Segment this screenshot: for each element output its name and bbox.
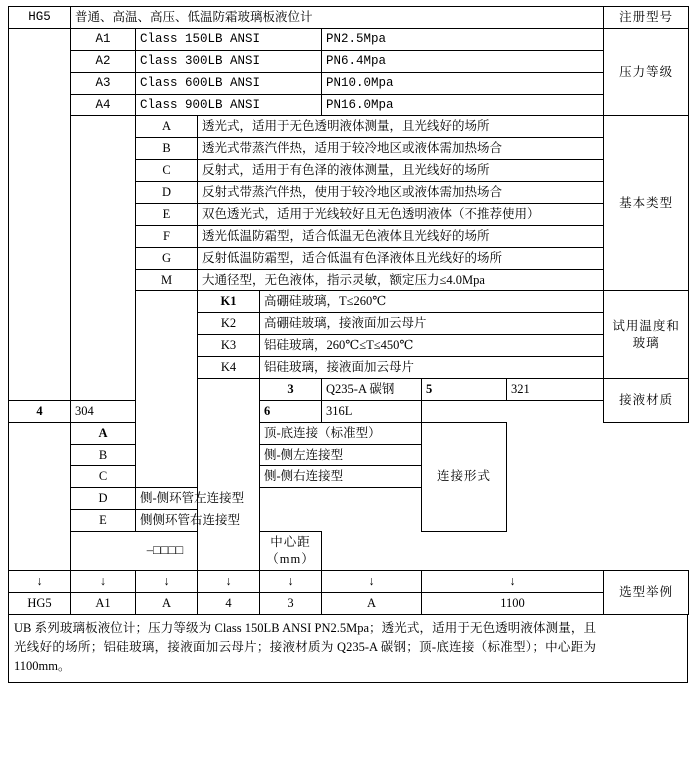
type-code: A [136,116,198,138]
connection-desc: 顶-底连接（标准型） [260,422,422,444]
example-type: A [136,592,198,614]
table-row-connection-5 [9,510,689,532]
type-code: F [136,225,198,247]
glass-desc: 铝硅玻璃，接液面加云母片 [260,357,604,379]
table-row-pressure-2 [9,50,689,72]
glass-desc: 高硼硅玻璃，接液面加云母片 [260,313,604,335]
material-name-2: 321 [507,378,604,400]
pressure-value: PN6.4Mpa [322,50,604,72]
table-row-center-distance [9,532,689,571]
type-code: B [136,138,198,160]
type-desc: 反射式，适用于有色泽的液体测量，且光线好的场所 [198,160,604,182]
pressure-code: A4 [71,94,136,116]
empty-left-col [9,28,71,400]
glass-code: K3 [198,335,260,357]
arrow-cell-7: ↓ [422,570,604,592]
table-row-connection-4 [9,488,689,510]
type-desc: 透光式带蒸汽伴热，适用于较冷地区或液体需加热场合 [198,138,604,160]
material-code-1: 3 [260,378,322,400]
glass-code: K2 [198,313,260,335]
example-pressure: A1 [71,592,136,614]
spec-sheet [0,6,697,762]
empty-col-2 [71,116,136,400]
example-code: HG5 [9,592,71,614]
glass-code: K4 [198,357,260,379]
type-desc: 大通径型，无色液体，指示灵敏，额定压力≤4.0Mpa [198,269,604,291]
glass-desc: 铝硅玻璃，260℃≤T≤450℃ [260,335,604,357]
table-row-example [9,592,689,614]
section-label-material: 接液材质 [604,378,689,422]
example-connection: A [322,592,422,614]
section-label-example: 选型举例 [604,570,689,614]
type-desc: 透光低温防霜型，适合低温无色液体且光线好的场所 [198,225,604,247]
empty-col-5 [9,422,71,570]
pressure-code: A1 [71,28,136,50]
arrow-cell-2: ↓ [71,570,136,592]
table-row-type-1 [9,116,689,138]
arrow-cell-3: ↓ [136,570,198,592]
example-glass: 4 [198,592,260,614]
type-code: C [136,160,198,182]
table-row-pressure-4 [9,94,689,116]
connection-code: A [71,422,136,444]
pressure-spec: Class 600LB ANSI [136,72,322,94]
arrow-cell-5: ↓ [260,570,322,592]
pressure-value: PN10.0Mpa [322,72,604,94]
model-selection-table [8,6,689,615]
pressure-value: PN16.0Mpa [322,94,604,116]
pressure-spec: Class 300LB ANSI [136,50,322,72]
type-desc: 透光式，适用于无色透明液体测量，且光线好的场所 [198,116,604,138]
pressure-value: PN2.5Mpa [322,28,604,50]
type-code: D [136,182,198,204]
center-distance-value: –□□□□ [71,532,260,571]
material-name-2: 316L [322,400,422,422]
connection-code: C [71,466,136,488]
example-center: 1100 [422,592,604,614]
pressure-spec: Class 900LB ANSI [136,94,322,116]
table-row-connection-2 [9,444,689,466]
type-code: E [136,203,198,225]
material-code-1: 4 [9,400,71,422]
type-desc: 反射低温防霜型，适合低温有色泽液体且光线好的场所 [198,247,604,269]
section-label-glass: 试用温度和玻璃 [604,291,689,379]
connection-code: E [71,510,136,532]
table-row-material-2 [9,400,689,422]
material-name-1: Q235-A 碳钢 [322,378,422,400]
section-label-type: 基本类型 [604,116,689,291]
type-desc: 双色透光式，适用于光线较好且无色透明液体（不推荐使用） [198,203,604,225]
material-code-2: 6 [260,400,322,422]
connection-desc: 侧-侧左连接型 [260,444,422,466]
product-title-cell: 普通、高温、高压、低温防霜玻璃板液位计 [71,7,604,29]
table-row-pressure-3 [9,72,689,94]
arrow-cell-1: ↓ [9,570,71,592]
material-code-2: 5 [422,378,507,400]
example-note-wrap [0,615,697,683]
table-row-arrows [9,570,689,592]
connection-code: B [71,444,136,466]
type-code: G [136,247,198,269]
table-row-connection-1 [9,422,689,444]
example-note-text: UB 系列玻璃板液位计；压力等级为 Class 150LB ANSI PN2.5Mpa；透光式，适用于无色透明液体测量，且光线好的场所；铝硅玻璃，接液面加云母片；接液材质为 Q235-A 碳钢；顶-底连接（标准型）；中心距为 1100mm。 [14,620,596,674]
pressure-spec: Class 150LB ANSI [136,28,322,50]
glass-desc: 高硼硅玻璃，T≤260℃ [260,291,604,313]
connection-code: D [71,488,136,510]
material-name-1: 304 [71,400,136,422]
section-label-register: 注册型号 [604,7,689,29]
connection-desc: 侧-侧右连接型 [260,466,422,488]
arrow-cell-6: ↓ [322,570,422,592]
type-code: M [136,269,198,291]
type-desc: 反射式带蒸汽伴热，使用于较冷地区或液体需加热场合 [198,182,604,204]
example-material: 3 [260,592,322,614]
glass-code: K1 [198,291,260,313]
section-label-connection: 连接形式 [422,422,507,531]
register-code-cell: HG5 [9,7,71,29]
table-row-header [9,7,689,29]
connection-desc: 侧-侧环管左连接型 [136,488,260,510]
section-label-center-distance: 中心距（mm） [260,532,322,571]
pressure-code: A2 [71,50,136,72]
example-note [8,615,688,683]
table-row-pressure-1 [9,28,689,50]
section-label-pressure: 压力等级 [604,28,689,116]
connection-desc: 侧侧环管右连接型 [136,510,260,532]
pressure-code: A3 [71,72,136,94]
arrow-cell-4: ↓ [198,570,260,592]
empty-col-3 [136,291,198,488]
table-row-connection-3 [9,466,689,488]
